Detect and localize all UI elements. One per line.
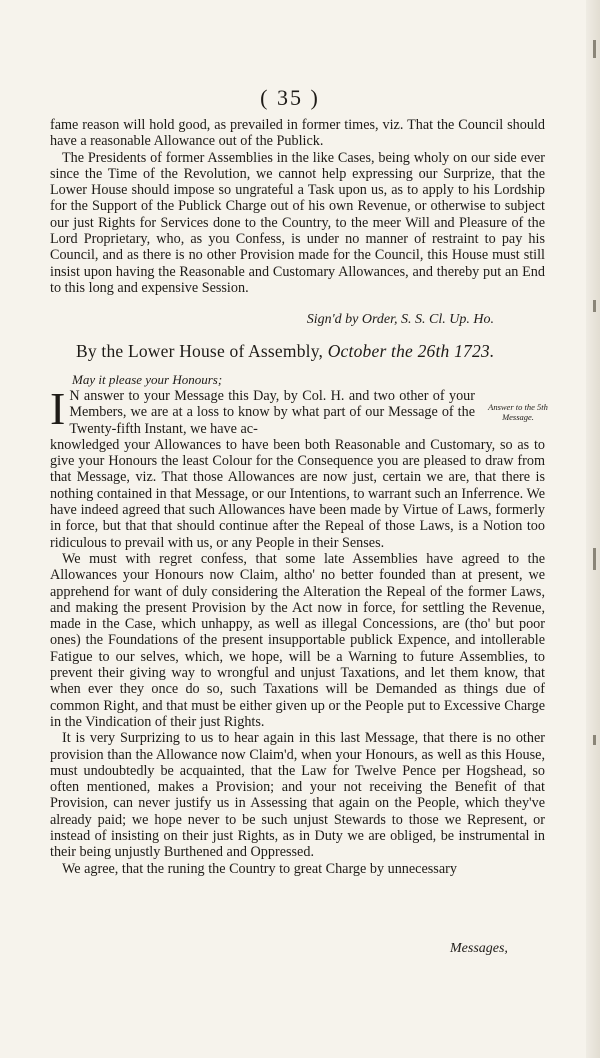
page-edge xyxy=(586,0,600,1058)
heading-date: October the 26th 1723. xyxy=(327,341,495,361)
paragraph: knowledged your Allowances to have been both Reasonable and Customary, so as to give your Honours the least Colour for the Consequence you are pleased to draw from that Message, viz. That those Allowances are now just, certain we are, that there is nothing contained in that Message, or our Intentions, to warrant such an Inferrence. We have indeed agreed that such Allowances have been made by Virtue of Laws, formerly in force, but that that should continue after the Repeal of those Laws, is a Notion too ridiculous to prevail with us, or any People in their Senses. xyxy=(50,436,546,551)
paragraph: We must with regret confess, that some late Assemblies have agreed to the Allowances your Honours now Claim, altho' no better founded than at present, we apprehend for want of duly considering the Alteration the Repeal of the former Laws, and making the present Provision by the Act now in force, for settling the Revenue, made in the Case, which unhappy, as well as illegal Concessions, are (tho' but poor ones) the Foundations of the present insupportable publick Expence, and intollerable Fatigue to our selves, which, we hope, will be a Warning to future Assemblies, to prevent their giving way to wrongful and unjust Taxations, and let them know, that when ever they once do so, such Taxations will be Demanded as things due of common Right, and that must be either given up or the People put to Excessive Charge in the Vindication of their just Rights. xyxy=(50,550,545,730)
previous-message-text xyxy=(50,117,545,296)
catchword: Messages, xyxy=(450,941,508,956)
page-number: ( 35 ) xyxy=(260,85,320,110)
opening-lines xyxy=(50,383,475,437)
heading-text: By the Lower House of Assembly, xyxy=(76,341,324,361)
section-heading xyxy=(76,341,556,362)
salutation: May it please your Honours; xyxy=(72,372,223,387)
paragraph: fame reason will hold good, as prevailed in former times, viz. That the Council should have a reasonable Allowance out of the Publick. xyxy=(50,117,545,150)
signature-line: Sign'd by Order, S. S. Cl. Up. Ho. xyxy=(306,312,494,327)
paragraph: We agree, that the runing the Country to great Charge by unnecessary xyxy=(62,860,457,877)
paragraph: It is very Surprizing to us to hear again in this last Message, that there is no other provision than the Allowance now Claim'd, when your Honours, as well as this House, must undoubtedly be acquainted, that the Law for Twelve Pence per Hogshead, so often mentioned, makes a Provision; and your not receiving the Benefit of that Provision, can never justify us in Assessing that again on the People, which they've already paid; we hope never to be such unjust Stewards to those we Represent, or instead of insisting on their just Rights, as in Duty we are obliged, be instrumental in their being unjustly Burthened and Oppressed. xyxy=(50,730,545,861)
marginal-note: Answer to the 5th Message. xyxy=(488,402,548,422)
answer-text xyxy=(50,383,546,877)
paragraph: N answer to your Message this Day, by Col. H. and two other of your Members, we are at a loss to know by what part of our Message of the Twenty-fifth Instant, we have ac- xyxy=(69,388,475,437)
paragraph: The Presidents of former Assemblies in the like Cases, being wholy on our side ever since the Time of the Revolution, we cannot help expressing our Surprize, that the Lower House should impose so ungrateful a Task upon us, as to apply to his Lordship for the Support of the Publick Charge out of his own Revenue, or otherwise to subject our just Rights for Services done to the Country, to the meer Will and Pleasure of the Lord Proprietary, who, as you Confess, is under no manner of restraint to pay his Council, and as there is no other Provision made for the Council, this House must still insist upon having the Reasonable and Customary Allowances, and thereby put an End to this long and expensive Session. xyxy=(50,149,545,296)
drop-cap: I xyxy=(50,383,66,434)
